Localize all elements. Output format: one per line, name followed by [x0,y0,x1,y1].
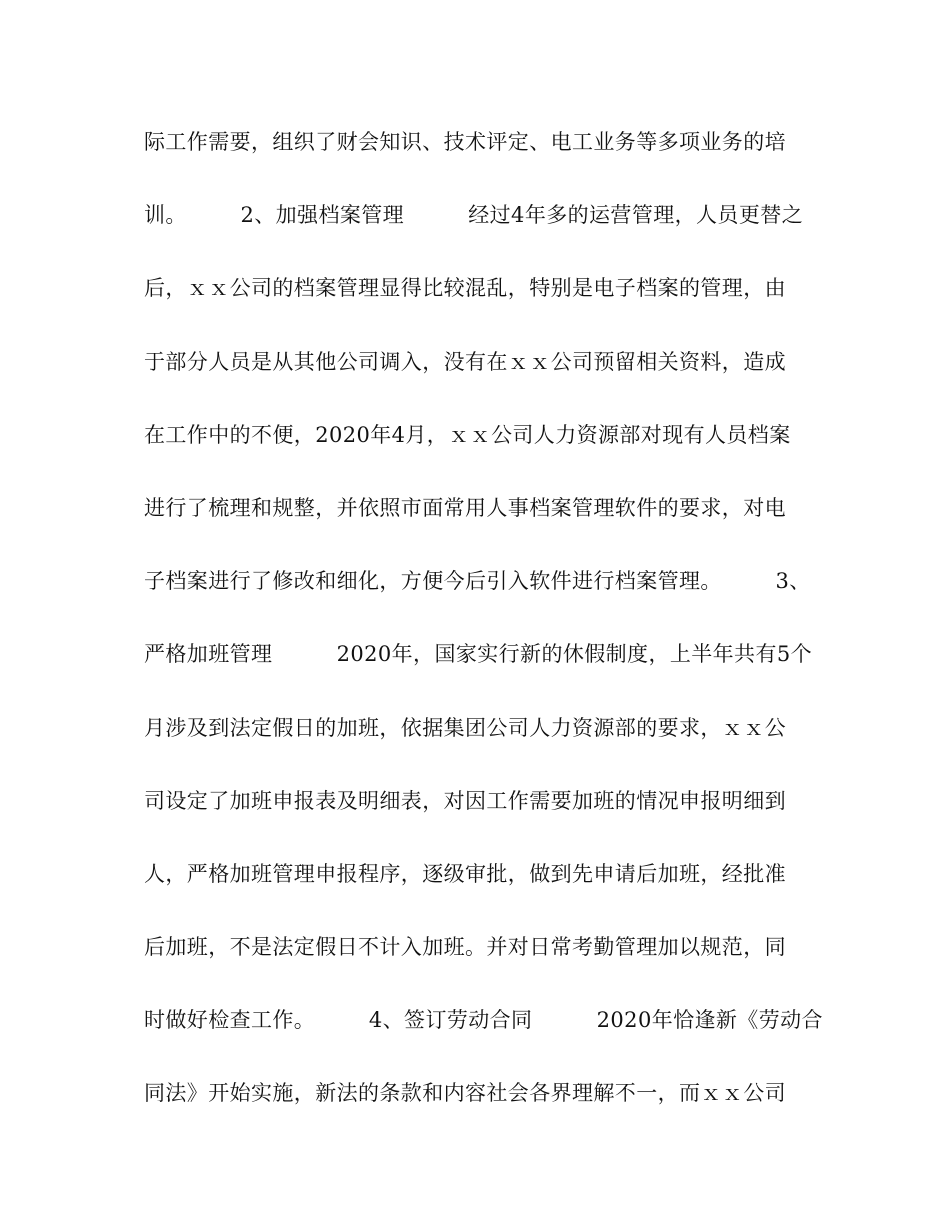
text-line: 进行了梳理和规整，并依照市面常用人事档案管理软件的要求，对电 [144,495,786,520]
text-line: 月涉及到法定假日的加班，依据集团公司人力资源部的要求，ｘｘ公 [144,715,786,740]
text-line: 同法》开始实施，新法的条款和内容社会各界理解不一，而ｘｘ公司 [144,1081,786,1106]
text-line: 后，ｘｘ公司的档案管理显得比较混乱，特别是电子档案的管理，由 [144,276,786,301]
text-line: 际工作需要，组织了财会知识、技术评定、电工业务等多项业务的培 [144,130,786,154]
text-line: 严格加班管理 2020年，国家实行新的休假制度，上半年共有5个 [144,642,813,667]
text-line: 人，严格加班管理申报程序，逐级审批，做到先申请后加班，经批准 [144,861,786,886]
text-line: 司设定了加班申报表及明细表，对因工作需要加班的情况申报明细到 [144,788,786,813]
text-line: 子档案进行了修改和细化，方便今后引入软件进行档案管理。 3、 [144,569,811,594]
body-text [144,118,823,1143]
text-line: 于部分人员是从其他公司调入，没有在ｘｘ公司预留相关资料，造成 [144,349,786,374]
text-line: 时做好检查工作。 4、签订劳动合同 2020年恰逢新《劳动合 [144,1008,823,1033]
text-line: 后加班，不是法定假日不计入加班。并对日常考勤管理加以规范，同 [144,935,786,960]
text-line: 在工作中的不便，2020年4月，ｘｘ公司人力资源部对现有人员档案 [144,422,791,447]
text-line: 训。 2、加强档案管理 经过4年多的运营管理，人员更替之 [144,203,804,228]
